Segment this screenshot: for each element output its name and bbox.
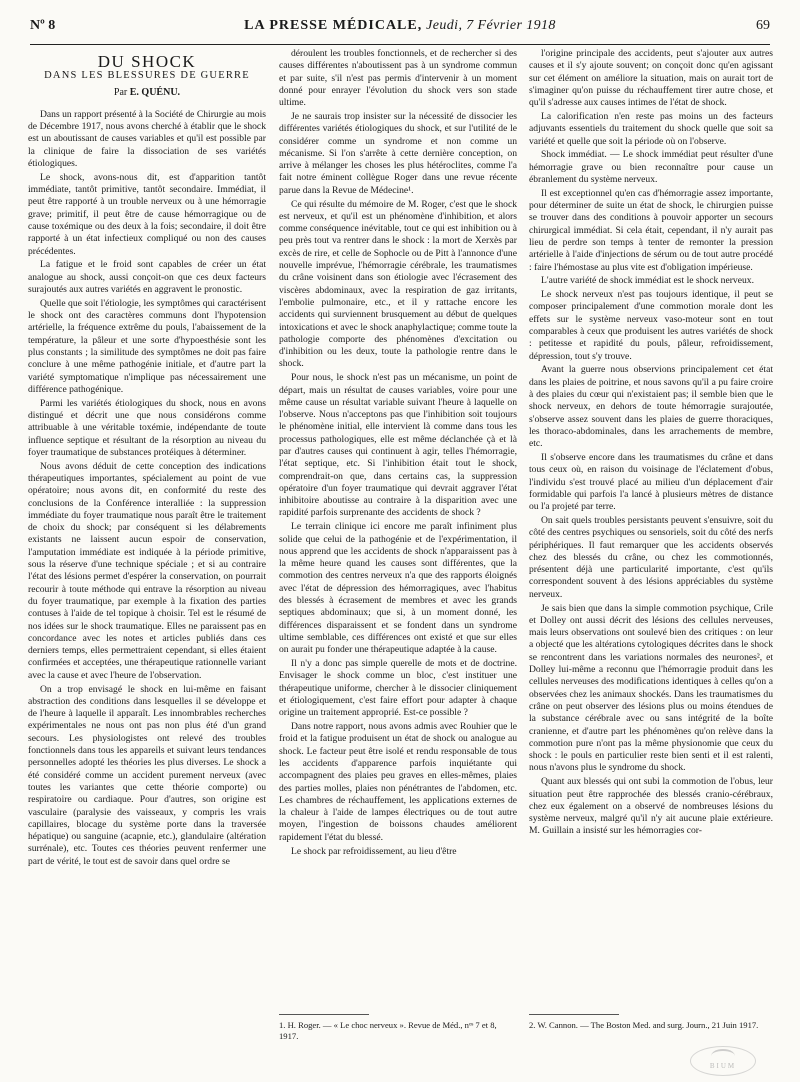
paragraph: Je ne saurais trop insister sur la nécessité de dissocier les différentes variétés étiologiques du shock, et sur l'utilité de le considérer comme un syndrome et non comme un mécanisme. Si l'on s'arrête à cette dernière conception, on arrive à mélanger les choses les plus hétéroclites, comme l'a fait notre éminent collègue Roger dans une revue récente parue dans la Revue de Médecine¹. (279, 110, 517, 196)
article-subtitle: DANS LES BLESSURES DE GUERRE (44, 70, 250, 82)
issue-date: Jeudi, 7 Février 1918 (426, 18, 556, 33)
paragraph: Nous avons déduit de cette conception des indications thérapeutiques importantes, spécialement au point de vue opératoire; nous avons dit, en conformité du reste des conclusions de la Conférence interalliée : la suppression immédiate du foyer traumatique nous paraît être le traitement de choix du shock; par conséquent si les délabrements existants ne laissent aucun espoir de conservation, l'amputation immédiate est indiquée à la période primitive, sous la réserve d'une technique spéciale ; et si au contraire l'état des lésions permet d'espérer la conservation, on pourrait recourir à toute méthode qui entrave la résorption au niveau du foyer traumatique, par exemple à la fixation des parties contuses à l'aide de tel topique à choisir. Tel est le résumé de nos idées sur le shock traumatique. Elles ne paraissent pas en concordance avec les notes et articles publiés dans ces derniers temps, elles permettraient cependant, si elles étaient confirmées et acceptées, une thérapeutique rationnelle variant avec la cause et avec l'heure de l'observation. (28, 460, 266, 681)
column-2-body (279, 48, 517, 858)
stamp-emblem-icon (711, 1049, 735, 1063)
column-1-body (28, 109, 266, 868)
footnote-1: 1. H. Roger. — « Le choc nerveux ». Revue de Méd., nᵒˢ 7 et 8, 1917. (279, 1020, 497, 1041)
paragraph: Ce qui résulte du mémoire de M. Roger, c'est que le shock est nerveux, et qu'il est un phénomène d'inhibition, et alors comme conséquence inévitable, tout ce qui est inhibition ou à peu près tout va rentrer dans le shock : la mort de Xerxès par excès de rire, et celle de Sophocle ou de Pitt à l'annonce d'une nouvelle imprévue, l'hémorragie cérébrale, les traumatismes du crâne voisinent dans son étiologie avec l'écrasement des viscères abdominaux, avec la respiration de gaz irritants, l'embolie pulmonaire, etc., et il y rattache encore les accidents qui surviennent brusquement au début de quelques intoxications et avec le shock anaphylactique; comme toute la pathologie comporte des phénomènes d'excitation ou d'inhibition ou les deux, toute la pathologie rentre dans le shock. (279, 198, 517, 370)
paragraph: Il est exceptionnel qu'en cas d'hémorragie assez importante, pour déterminer de suite un état de shock, le chirurgien puisse se trouver dans des conditions à pouvoir apporter un secours chirurgical immédiat. Si cela était, cependant, il n'y aurait pas lieu de perdre son temps à tenter de remonter la pression artérielle à l'aide d'injections de sérum ou de tout autre procédé : faire l'hémostase au plus vite est d'obligation impérieuse. (529, 187, 773, 273)
page-header (30, 14, 770, 45)
column-3 (529, 48, 773, 839)
paragraph: Quant aux blessés qui ont subi la commotion de l'obus, leur situation peut être rapprochée des blessés cranio-cérébraux, chez eux également on a observé de nombreuses lésions du système nerveux, malgré qu'il n'y ait aucune plaie extérieure. M. Guillain a insisté sur les hémorragies cor- (529, 776, 773, 837)
paragraph: Je sais bien que dans la simple commotion psychique, Crile et Dolley ont aussi décrit des lésions des cellules nerveuses, mais leurs observations ont soulevé bien des critiques : on leur a objecté que les altérations cytologiques décrites dans le shock se rencontrent dans les variations normales des neurones², et Dolley lui-même a reconnu que l'hémorragie produit dans les cellules nerveuses des modifications identiques à celles qu'on a observées chez les animaux shockés. Dans les traumatismes du crâne on peut observer des lésions plus ou moins étendues de la substance cérébrale avec ou sans intégrité de la boîte cranienne, et d'autre part les phénomènes qu'on relève dans la commotion pure n'ont pas la même physionomie que ceux du shock : le pouls en particulier reste bien senti et il est ralenti, nous n'avons plus le syndrome du shock. (529, 602, 773, 774)
paragraph: Pour nous, le shock n'est pas un mécanisme, un point de départ, mais un résultat de causes variables, voire pour une même cause un résultat variable suivant l'heure à laquelle on l'observe. Nous n'acceptons pas que l'inhibition soit toujours le phénomène initial, elle intervient là comme dans tous les processus pathologiques, elle est même déclanchée çà et là par d'autres causes qui continuent à agir, telles l'hémorragie, l'état septique, etc. Si l'inhibition était tout le shock, comprendrait-on que, dans certains cas, la suppression opératoire d'un foyer traumatique qui devrait aggraver l'état inhibitoire aboutisse au contraire à la disparition avec une rapidité parfois surprenante des accidents de shock ? (279, 372, 517, 519)
paragraph: Parmi les variétés étiologiques du shock, nous en avons distingué et décrit une que nous considérons comme attribuable à une véritable toxémie, indépendante de toute influence septique et résultant de la résorption au niveau du foyer traumatique de substances protéiques à déterminer. (28, 397, 266, 458)
paragraph: Le terrain clinique ici encore me paraît infiniment plus solide que celui de la pathogénie et de l'expérimentation, il nous apprend que les accidents de shock n'apparaissent pas à la même heure quand les causes sont différentes, que la commotion des centres nerveux n'a que des rapports éloignés avec l'état de dépression des hémorragiques, avec l'habitus des blessés à écrasement de membres et avec les grands septiques abdominaux; que si, à un moment donné, les différences disparaissent et se fondent dans un syndrome ultime semblable, ces différences ont existé et que sur elles on aurait pu fonder une thérapeutique adaptée à la cause. (279, 521, 517, 656)
paragraph: Shock immédiat. — Le shock immédiat peut résulter d'une hémorragie grave ou bien reconnaître pour cause un ébranlement du système nerveux. (529, 149, 773, 185)
masthead (30, 18, 770, 34)
paragraph: On a trop envisagé le shock en lui-même en faisant abstraction des conditions dans lesquelles il se développe et de l'heure à laquelle il apparaît. Les innombrables recherches expérimentales ne nous ont pas non plus été d'un grand secours. Les physiologistes ont relevé des troubles fonctionnels dans tous les appareils et suivant leurs tendances personnelles adopté les théories les plus diverses. Le shock a été considéré comme un accident purement nerveux (avec toutes les variantes que cette théorie comporte) ou respiratoire ou cardiaque. Pour d'autres, son origine est vasculaire (paralysie des vaisseaux, y compris les vrais capillaires, blocage du système porte dans la traversée hépatique) ou sanguine (acapnie, etc.), glandulaire (altération surrénale), etc. Toutes ces théories peuvent renfermer une part de vérité, le tout est de savoir dans quel ordre se (28, 683, 266, 867)
column-3-body (529, 48, 773, 838)
paragraph: La calorification n'en reste pas moins un des facteurs adjuvants essentiels du traitement du shock quelle que soit sa variété et quelle que soit la période où on l'observe. (529, 110, 773, 147)
paragraph: déroulent les troubles fonctionnels, et de rechercher si des causes différentes n'aboutissent pas à un syndrome commun et par suite, s'il n'est pas permis d'intervenir à un moment donné pour enrayer l'évolution du shock vers son stade ultime. (279, 48, 517, 109)
paragraph: On sait quels troubles persistants peuvent s'ensuivre, soit du côté des centres psychiques ou sensoriels, soit du côté des nerfs périphériques. Il faut remarquer que les accidents observés chez des blessés du crâne, ou chez les commotionnés, présentent déjà une particularité importante, c'est qu'ils correspondent souvent à des lésions appréciables du système nerveux. (529, 514, 773, 600)
footnote-rule-1 (279, 1014, 369, 1015)
article-heading (28, 52, 266, 99)
stamp-text: BIUM (709, 1062, 737, 1070)
paragraph: Le shock par refroidissement, au lieu d'être (291, 845, 457, 857)
footnote-rule-2 (529, 1014, 619, 1015)
author-prefix: Par (113, 86, 128, 98)
library-stamp (690, 1046, 756, 1076)
column-2 (279, 48, 517, 859)
paragraph: Il n'y a donc pas simple querelle de mots et de doctrine. Envisager le shock comme un bloc, c'est instituer une thérapeutique uniforme, chercher à le dissocier cliniquement et étiologiquement, c'est faire effort pour adapter à chaque origine un traitement approprié. Est-ce possible ? (279, 658, 517, 719)
paragraph: Dans notre rapport, nous avons admis avec Rouhier que le froid et la fatigue produisent un état de shock ou analogue au shock. Le facteur peut être isolé et rendu responsable de tous les accidents d'apparence parfois inquiétante qui accompagnent des plaies peu graves en elles-mêmes, plaies des parties molles, plaies non pénétrantes de l'abdomen, etc. Les chambres de réchauffement, les applications externes de la chaleur à l'aide de lampes électriques ou de tout autre moyen, l'ingestion de boissons chaudes améliorent rapidement l'état du blessé. (279, 721, 517, 843)
paragraph: l'origine principale des accidents, peut s'ajouter aux autres causes et il s'y ajoute souvent; on conçoit donc qu'en agissant sur cet élément on améliore la situation, mais on aurait tort de s'imaginer qu'on puisse du réchauffement tirer autre chose, et qu'il s'adresse aux causes intimes de l'état de shock. (529, 48, 773, 109)
paragraph: Le shock nerveux n'est pas toujours identique, il peut se composer principalement d'une commotion morale dont les effets sur le système nerveux vaso-moteur sont en tout comparables à ceux que produisent les autres variétés de shock : petitesse et rapidité du pouls, pâleur, refroidissement, dépression, tout s'y trouve. (529, 289, 773, 362)
paragraph: Avant la guerre nous observions principalement cet état dans les plaies de poitrine, et nous savons qu'il a pu faire croire à des plaies du cœur qui n'existaient pas; il semble bien que le shock nerveux, en dehors de toute hémorragie surajoutée, s'observe assez souvent dans les plaies de guerre thoraciques, les thoraco-abdominales, dans les arrachements de membre, etc. (529, 364, 773, 450)
article-title: DU SHOCK (97, 52, 197, 71)
journal-title: LA PRESSE MÉDICALE, (244, 18, 423, 33)
column-1 (28, 48, 266, 870)
paragraph: Le shock, avons-nous dit, est d'apparition tantôt immédiate, tantôt primitive, tantôt secondaire. Immédiat, il peut être rapporté à un trouble nerveux ou à une hémorragie grave; primitif, il peut être de cause hémorragique ou de cause toxémique ou des deux à la fois; secondaire, il doit être rapporté à un état infectieux compliqué ou non des causes précédentes. (28, 171, 266, 257)
paragraph: La fatigue et le froid sont capables de créer un état analogue au shock, aussi conçoit-on que ces deux facteurs surajoutés aux autres variétés en aggravent le pronostic. (28, 259, 266, 296)
paragraph: Il s'observe encore dans les traumatismes du crâne et dans tous ceux où, en raison du voisinage de l'éclatement d'obus, l'individu s'est trouvé placé au milieu d'un déplacement d'air formidable qui parfois l'a lancé à plusieurs mètres de distance ou l'a projeté par terre. (529, 452, 773, 513)
page-number: 69 (756, 18, 770, 33)
paragraph: L'autre variété de shock immédiat est le shock nerveux. (541, 275, 754, 287)
author-name: E. QUÉNU. (129, 86, 181, 98)
article-author (28, 87, 266, 99)
paragraph: Quelle que soit l'étiologie, les symptômes qui caractérisent le shock ont des caractères communs dont l'hypotension artérielle, la fréquence extrême du pouls, l'abaissement de la température, la pâleur et une sorte d'hypoesthésie sont les plus constants ; la similitude des symptômes ne doit pas faire conclure à une même pathogénie initiale, et d'autre part la variété symptomatique n'implique pas nécessairement une différence pathogénique. (28, 297, 266, 395)
paragraph: Dans un rapport présenté à la Société de Chirurgie au mois de Décembre 1917, nous avons cherché à établir que le shock est un aboutissant de causes variables et qu'il est possible par la clinique de faire la dissociation de ses variétés étiologiques. (28, 108, 266, 170)
footnote-2: 2. W. Cannon. — The Boston Med. and surg. Journ., 21 Juin 1917. (529, 1020, 759, 1030)
issue-number: Nº 8 (30, 18, 56, 33)
